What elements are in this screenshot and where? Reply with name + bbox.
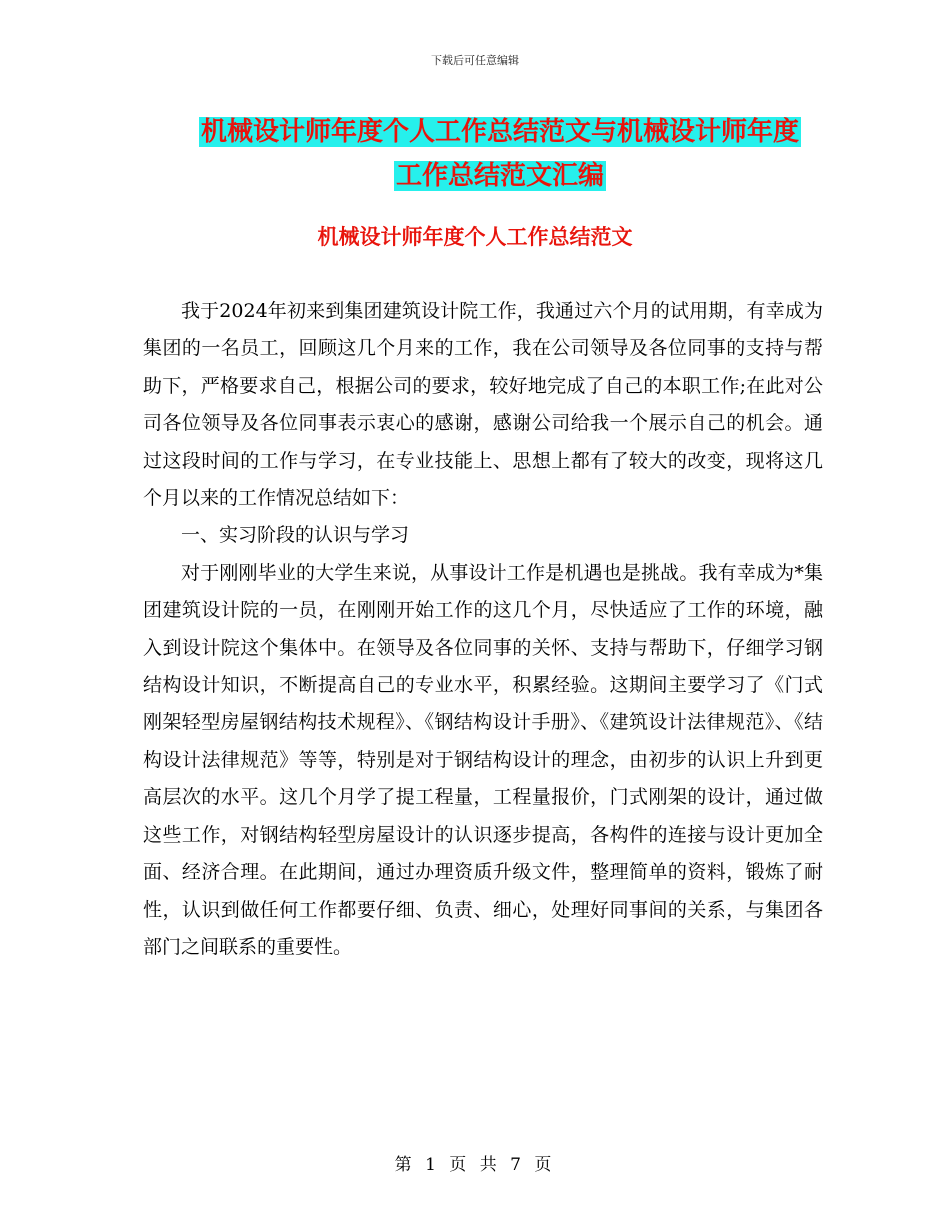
page-indicator: 第 1 页 共 7 页 — [394, 1155, 556, 1175]
paragraph: 我于2024年初来到集团建筑设计院工作，我通过六个月的试用期，有幸成为集团的一名员工，回顾这几个月来的工作，我在公司领导及各位同事的支持与帮助下，严格要求自己，根据公司的要求，较好地完成了自己的本职工作;在此对公司各位领导及各位同事表示衷心的感谢，感谢公司给我一个展示自己的机会。通过这段时间的工作与学习，在专业技能上、思想上都有了较大的改变，现将这几个月以来的工作情况总结如下： — [143, 300, 823, 510]
document-title-line-1: 机械设计师年度个人工作总结范文与机械设计师年度 — [200, 117, 799, 147]
paragraph: 对于刚刚毕业的大学生来说，从事设计工作是机遇也是挑战。我有幸成为*集团建筑设计院的一员，在刚刚开始工作的这几个月，尽快适应了工作的环境，融入到设计院这个集体中。在领导及各位同事的关怀、支持与帮助下，仔细学习钢结构设计知识，不断提高自己的专业水平，积累经验。这期间主要学习了《门式刚架轻型房屋钢结构技术规程》、《钢结构设计手册》、《建筑设计法律规范》、《结构设计法律规范》等等，特别是对于钢结构设计的理念，由初步的认识上升到更高层次的水平。这几个月学了提工程量，工程量报价，门式刚架的设计，通过做这些工作，对钢结构轻型房屋设计的认识逐步提高，各构件的连接与设计更加全面、经济合理。在此期间，通过办理资质升级文件，整理简单的资料，锻炼了耐性，认识到做任何工作都要仔细、负责、细心，处理好同事间的关系，与集团各部门之间联系的重要性。 — [143, 561, 823, 958]
header-note: 下载后可任意编辑 — [431, 54, 519, 67]
body-text — [143, 293, 823, 966]
document-title-line-2: 工作总结范文汇编 — [395, 161, 604, 191]
section-title: 机械设计师年度个人工作总结范文 — [317, 225, 633, 249]
paragraph-heading: 一、实习阶段的认识与学习 — [181, 524, 410, 547]
document-title — [160, 110, 840, 198]
